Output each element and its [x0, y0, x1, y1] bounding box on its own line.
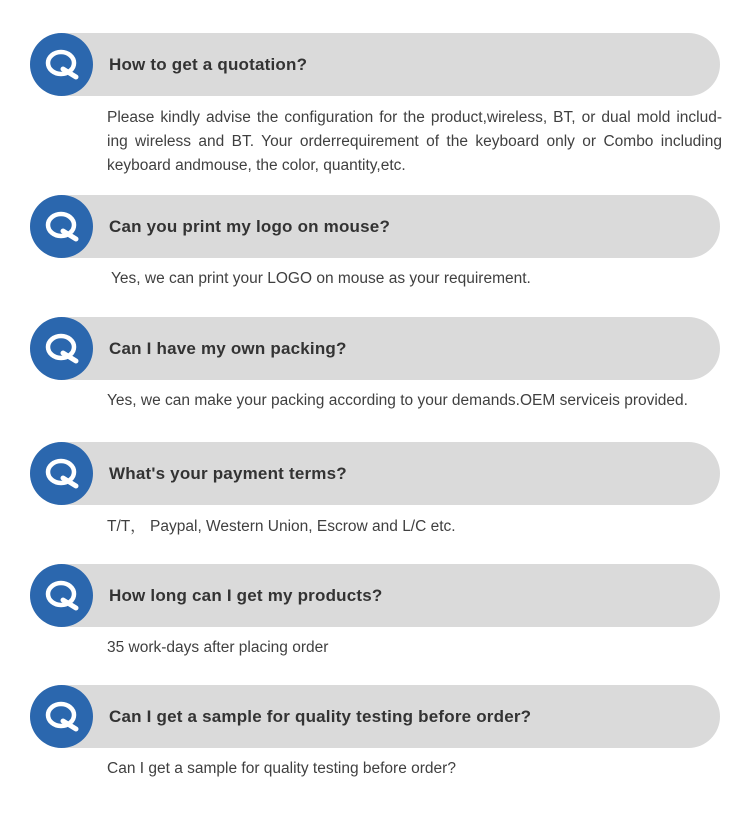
- question-text: How long can I get my products?: [109, 586, 383, 605]
- question-text: How to get a quotation?: [109, 55, 308, 74]
- question-badge: [30, 442, 93, 505]
- q-letter-icon: [30, 33, 93, 96]
- q-letter-icon: [30, 564, 93, 627]
- question-text: Can you print my logo on mouse?: [109, 217, 391, 236]
- question-badge: [30, 685, 93, 748]
- answer-text: Yes, we can print your LOGO on mouse as your requirement.: [111, 270, 531, 287]
- question-bar: [30, 195, 720, 258]
- question-text: What's your payment terms?: [109, 464, 347, 483]
- q-letter-icon: [30, 195, 93, 258]
- answer-text: Yes, we can make your packing according to your demands.OEM serviceis provided.: [107, 392, 688, 409]
- answer-text: T/T， Paypal, Western Union, Escrow and L/C etc.: [107, 518, 456, 535]
- question-bar: [30, 317, 720, 380]
- question-badge: [30, 33, 93, 96]
- question-text: Can I have my own packing?: [109, 339, 347, 358]
- question-badge: [30, 317, 93, 380]
- question-badge: [30, 564, 93, 627]
- question-badge: [30, 195, 93, 258]
- answer-text: Can I get a sample for quality testing before order?: [107, 760, 456, 777]
- q-letter-icon: [30, 685, 93, 748]
- question-text: Can I get a sample for quality testing before order?: [109, 707, 532, 726]
- answer-text: 35 work-days after placing order: [107, 639, 329, 656]
- q-letter-icon: [30, 317, 93, 380]
- answer-text: Please kindly advise the configuration for the product,wireless, BT, or dual mold includ-ing wireless and BT. Your orderrequirement of the keyboard only or Combo including keyboard andmouse, the color, quantity,etc.: [107, 109, 722, 174]
- question-bar: [30, 33, 720, 96]
- question-bar: [30, 685, 720, 748]
- q-letter-icon: [30, 442, 93, 505]
- question-bar: [30, 564, 720, 627]
- question-bar: [30, 442, 720, 505]
